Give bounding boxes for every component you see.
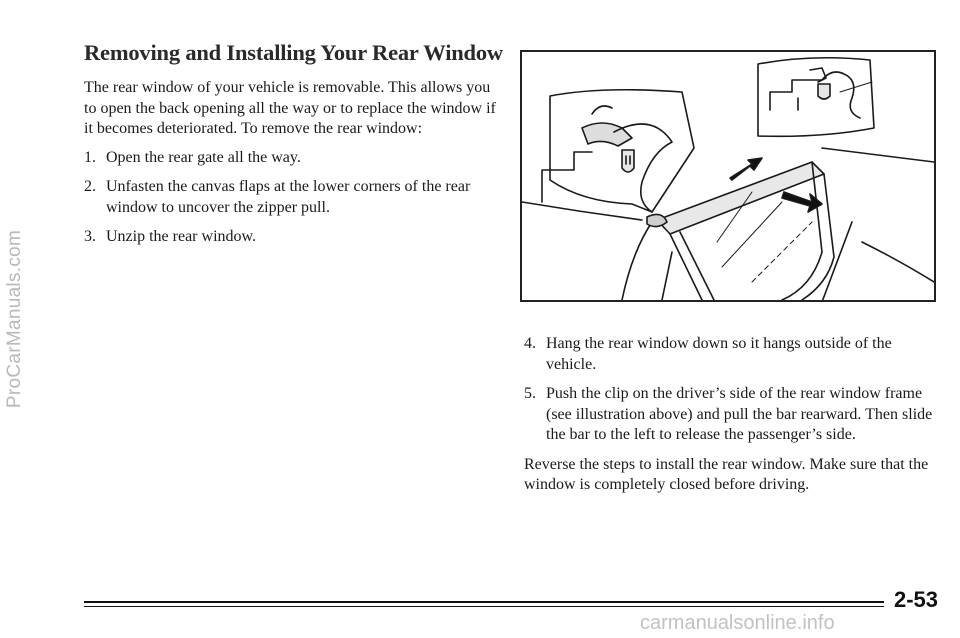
list-item <box>84 227 504 248</box>
rear-window-clip-illustration-icon <box>522 52 934 300</box>
side-watermark <box>2 0 28 638</box>
step-number: 1. <box>84 148 96 166</box>
step-text: Hang the rear window down so it hangs outside of the vehicle. <box>546 335 892 373</box>
step-text: Open the rear gate all the way. <box>106 148 301 166</box>
rear-window-illustration <box>520 50 936 302</box>
step-text: Unfasten the canvas flaps at the lower corners of the rear window to uncover the zipper pull. <box>106 178 471 216</box>
intro-paragraph: The rear window of your vehicle is removable. This allows you to open the back opening all the way or to replace the window if it becomes deteriorated. To remove the rear window: <box>84 79 496 137</box>
step-number: 4. <box>524 335 536 352</box>
footer-rule-line-thin <box>84 606 884 607</box>
step-number: 3. <box>84 228 96 245</box>
right-column <box>524 334 936 504</box>
bottom-watermark: carmanualsonline.info <box>640 612 835 634</box>
step-number: 2. <box>84 178 96 195</box>
list-item <box>524 384 936 446</box>
list-item <box>84 148 504 169</box>
footer-rule-line <box>84 601 884 603</box>
step-number: 5. <box>524 385 536 402</box>
side-watermark-text: ProCarManuals.com <box>4 229 25 409</box>
list-item <box>524 334 936 375</box>
steps-list-right <box>524 334 936 446</box>
step-text: Push the clip on the driver’s side of the rear window frame (see illustration above) and pull the bar rearward. Then slide the bar to the left to release the passenger’s side. <box>546 385 933 443</box>
closing-paragraph: Reverse the steps to install the rear window. Make sure that the window is completely closed before driving. <box>524 455 929 493</box>
step-text: Unzip the rear window. <box>106 228 257 245</box>
steps-list-left <box>84 148 504 248</box>
list-item <box>84 177 504 218</box>
left-column <box>84 40 504 257</box>
page-title: Removing and Installing Your Rear Window <box>84 40 503 65</box>
page-number: 2-53 <box>894 587 939 612</box>
